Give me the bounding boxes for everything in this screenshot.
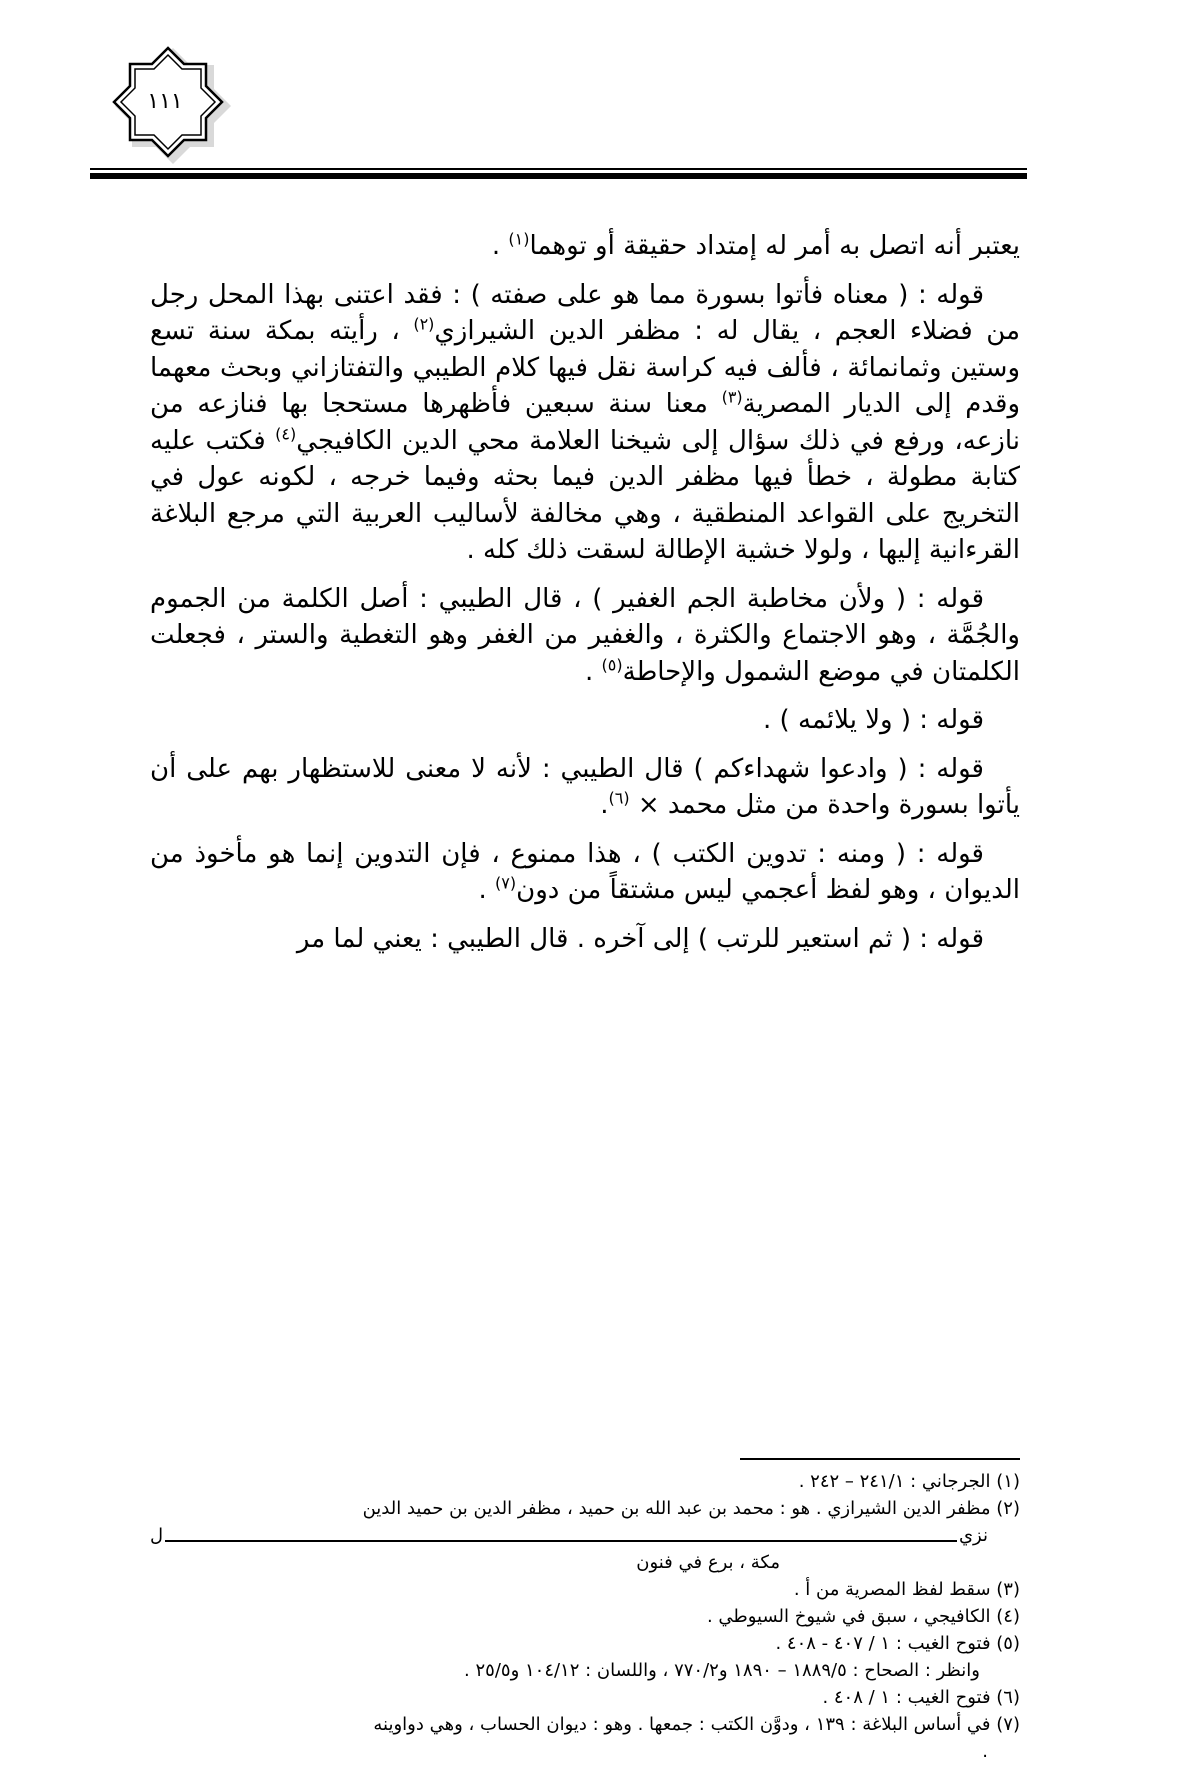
paragraph-5 — [150, 751, 1020, 824]
paragraph-text: ، رأيته بمكة سنة تسع وستين وثمانمائة ، فألف فيه كراسة نقل فيها كلام الطيبي والتفتازاني وبحث معهما وقدم إلى الديار المصرية — [150, 316, 1021, 419]
paragraph-text: . — [600, 790, 609, 820]
paragraph-7 — [150, 921, 1020, 958]
paragraph-text: قوله : ( وادعوا شهداءكم ) قال الطيبي : لأنه لا معنى للاستظهار بهم على أن يأتوا بسورة واحدة من مثل محمد × — [150, 753, 1020, 820]
footnote-7: (٧) في أساس البلاغة : ١٣٩ ، ودوَّن الكتب : جمعها . وهو : ديوان الحساب ، وهي دواوينه — [373, 1714, 1020, 1735]
footnote-5-continuation: وانظر : الصحاح : ١٨٨٩/٥ – ١٨٩٠ و٧٧٠/٢ ، واللسان : ١٠٤/١٢ و٢٥/٥ . — [464, 1660, 980, 1681]
footnote-2-fragment-left: ل — [150, 1525, 164, 1546]
paragraph-6 — [150, 836, 1020, 909]
header-rule — [90, 168, 1027, 179]
footnote-reference: (٣) — [721, 387, 743, 407]
paragraph-text: قوله : ( ولأن مخاطبة الجم الغفير ) ، قال الطيبي : أصل الكلمة من الجموم والجُمَّة ، وهو الاجتماع والكثرة ، والغفير من الغفر وهو التغطية والستر ، فجعلت الكلمتان في موضع الشمول والإحاطة — [150, 583, 1020, 687]
footnote-5: (٥) فتوح الغيب : ١ / ٤٠٧ - ٤٠٨ . — [775, 1633, 1020, 1654]
paragraph-text: يعتبر أنه اتصل به أمر له إمتداد حقيقة أو توهما — [529, 231, 1020, 261]
page-number: ١١١ — [147, 88, 183, 114]
footnote-6: (٦) فتوح الغيب : ١ / ٤٠٨ . — [822, 1687, 1020, 1708]
footnote-reference: (٧) — [495, 873, 517, 893]
footnote-3: (٣) سقط لفظ المصرية من أ . — [793, 1579, 1020, 1600]
footnote-2: (٢) مظفر الدين الشيرازي . هو : محمد بن عبد الله بن حميد ، مظفر الدين بن حميد الدين — [362, 1498, 1020, 1519]
footnote-2-continuation — [150, 1522, 1020, 1549]
paragraph-text: . — [491, 231, 509, 261]
footnote-reference: (٥) — [601, 654, 623, 674]
paragraph-text: فكتب عليه كتابة مطولة ، خطأ فيها مظفر الدين فيما بحثه وفيما خرجه ، لكونه عول في التخريج على القواعد المنطقية ، وهي مخالفة لأساليب العربية التي مرجع البلاغة القرءانية إليها ، ولولا خشية الإطالة لسقت ذلك كله . — [150, 425, 1020, 565]
footnote-reference: (٦) — [608, 788, 630, 808]
footnote-1: (١) الجرجاني : ٢٤١/١ – ٢٤٢ . — [798, 1471, 1020, 1492]
paragraph-text: . — [585, 656, 602, 687]
footnote-reference: (٤) — [275, 423, 297, 443]
footnote-reference: (٢) — [413, 314, 435, 334]
footnote-2-fragment-right: نزي — [958, 1525, 988, 1546]
paragraph-text: معنا سنة سبعين فأظهرها مستحجا بها فنازعه من نازعه، ورفع في ذلك سؤال إلى شيخنا العلامة محي الدين الكافيجي — [150, 389, 1020, 456]
footnote-separator — [740, 1458, 1020, 1460]
paragraph-3 — [150, 581, 1020, 691]
paragraph-2 — [150, 277, 1020, 569]
footnote-4: (٤) الكافيجي ، سبق في شيوخ السيوطي . — [706, 1606, 1020, 1627]
footnote-7-continuation: . — [982, 1741, 988, 1762]
page-number-ornament — [105, 40, 235, 170]
main-text-body — [150, 228, 1020, 969]
paragraph-4 — [150, 702, 1020, 739]
footnote-2-dash — [165, 1540, 957, 1542]
footnote-2-tail: مكة ، برع في فنون — [636, 1552, 780, 1573]
footnotes — [150, 1468, 1020, 1765]
paragraph-text: قوله : ( ولا يلائمه ) . — [763, 705, 984, 735]
footnote-reference: (١) — [508, 229, 530, 249]
paragraph-text: قوله : ( معناه فأتوا بسورة مما هو على صفته ) : فقد اعتنى بهذا المحل رجل من فضلاء العجم ، يقال له : مظفر الدين الشيرازي — [150, 279, 1020, 346]
paragraph-text: . — [478, 875, 496, 905]
paragraph-1 — [150, 228, 1020, 265]
paragraph-text: قوله : ( ومنه : تدوين الكتب ) ، هذا ممنوع ، فإن التدوين إنما هو مأخوذ من الديوان ، وهو لفظ أعجمي ليس مشتقاً من دون — [150, 838, 1020, 905]
paragraph-text: قوله : ( ثم استعير للرتب ) إلى آخره . قال الطيبي : يعني لما مر — [296, 923, 984, 954]
